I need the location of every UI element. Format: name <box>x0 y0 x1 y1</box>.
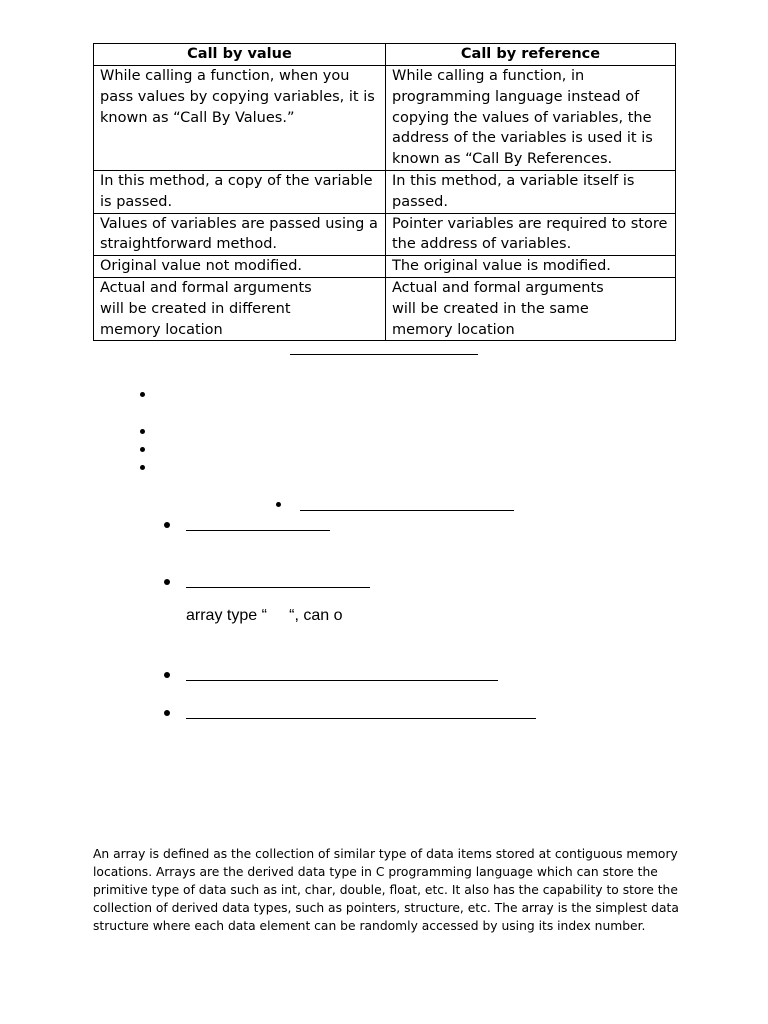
table-row <box>94 213 676 256</box>
blank-underline <box>300 510 514 511</box>
bullet-dot <box>140 392 145 397</box>
table-row <box>94 66 676 171</box>
table-row <box>94 256 676 278</box>
blank-underline <box>186 718 536 719</box>
comparison-table <box>93 43 676 341</box>
bullet-dot <box>276 502 281 507</box>
table-cell: Pointer variables are required to store the address of variables. <box>386 213 676 256</box>
table-cell: Values of variables are passed using a straightforward method. <box>94 213 386 256</box>
table-header-row <box>94 44 676 66</box>
blank-underline <box>186 680 498 681</box>
table-cell: In this method, a copy of the variable is passed. <box>94 170 386 213</box>
array-type-fragment: array type “ “, can o <box>186 607 343 624</box>
table-cell: While calling a function, when you pass values by copying variables, it is known as “Call By Values.” <box>94 66 386 171</box>
header-call-by-value: Call by value <box>94 44 386 66</box>
bullet-dot <box>164 710 170 716</box>
heading-underline <box>290 354 478 355</box>
table-cell: While calling a function, in programming language instead of copying the values of variables, the address of the variables is used it is known as “Call By References. <box>386 66 676 171</box>
bullet-dot <box>164 579 170 585</box>
bullet-dot <box>140 447 145 452</box>
bullet-dot <box>140 465 145 470</box>
table-cell: The original value is modified. <box>386 256 676 278</box>
array-definition-paragraph: An array is defined as the collection of similar type of data items stored at contiguous memory locations. Arrays are the derived data type in C programming language which can store the primitive type of data such as int, char, double, float, etc. It also has the capability to store the collection of derived data types, such as pointers, structure, etc. The array is the simplest data structure where each data element can be randomly accessed by using its index number. <box>93 847 679 934</box>
bullet-dot <box>164 522 170 528</box>
table-cell: Actual and formal arguments will be created in the same memory location <box>386 277 676 340</box>
table-row <box>94 170 676 213</box>
table-cell: Original value not modified. <box>94 256 386 278</box>
table-cell: In this method, a variable itself is passed. <box>386 170 676 213</box>
table-row <box>94 277 676 340</box>
blank-underline <box>186 587 370 588</box>
blank-underline <box>186 530 330 531</box>
table-cell: Actual and formal arguments will be created in different memory location <box>94 277 386 340</box>
bullet-dot <box>140 429 145 434</box>
bullet-dot <box>164 672 170 678</box>
header-call-by-reference: Call by reference <box>386 44 676 66</box>
